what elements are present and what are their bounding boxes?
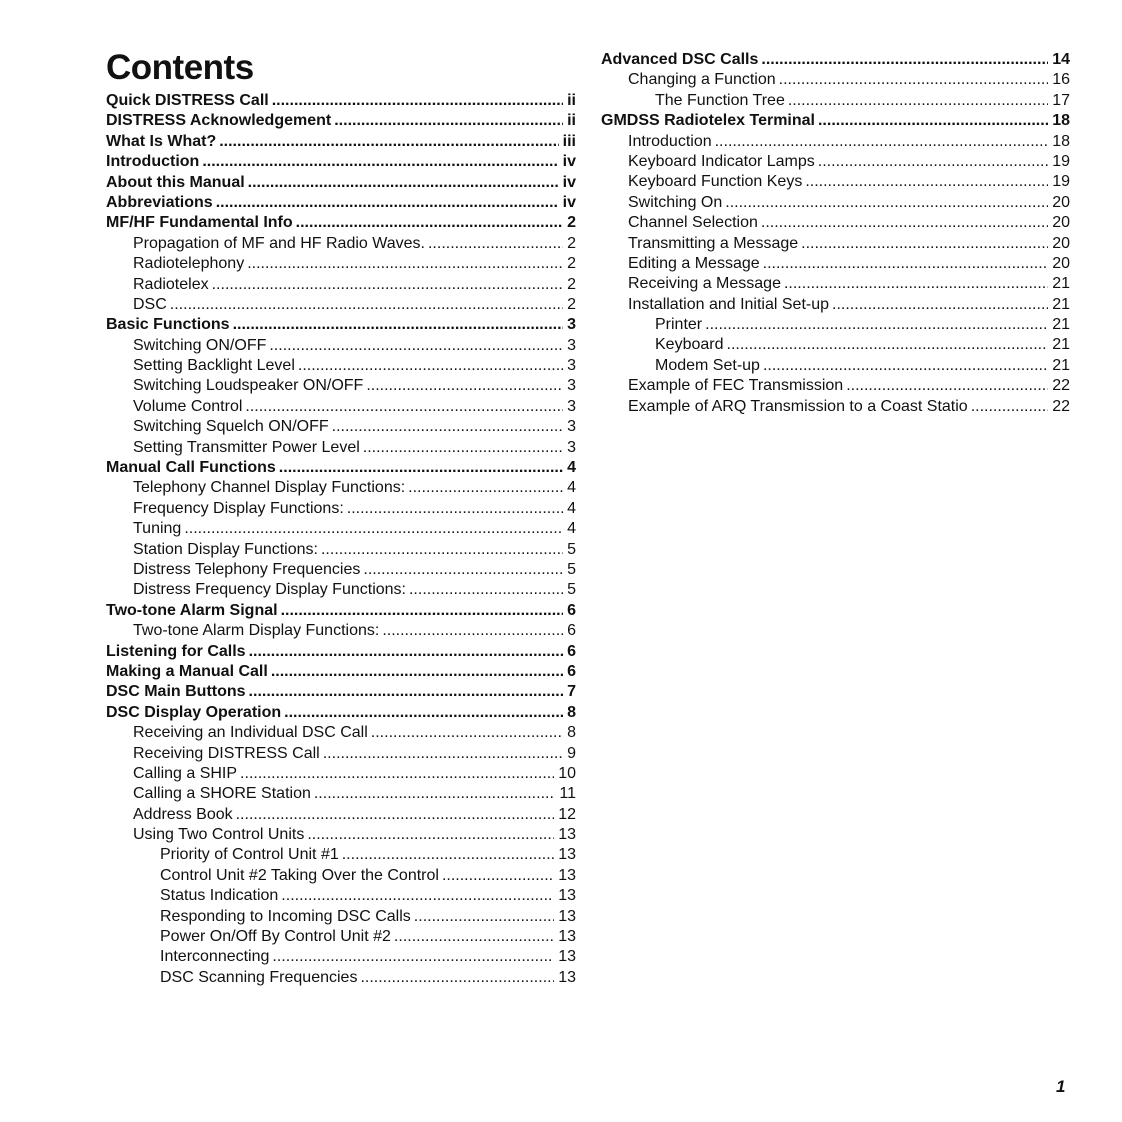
- toc-entry[interactable]: [601, 376, 1070, 396]
- toc-dot-leader: [805, 172, 1048, 192]
- toc-dot-leader: [779, 70, 1049, 90]
- toc-dot-leader: [761, 50, 1048, 70]
- toc-entry-label: Switching On: [628, 193, 723, 211]
- toc-entry-page: 3: [567, 336, 576, 354]
- toc-entry-page: 20: [1052, 214, 1070, 232]
- toc-dot-leader: [818, 152, 1048, 172]
- toc-entry-page: iv: [562, 153, 576, 171]
- toc-entry-label: Printer: [655, 316, 703, 334]
- toc-entry-page: 5: [567, 540, 576, 558]
- toc-entry-page: 20: [1052, 193, 1070, 211]
- toc-dot-leader: [705, 315, 1048, 335]
- toc-dot-leader: [233, 315, 564, 335]
- page-number: 1: [1056, 1077, 1066, 1096]
- toc-dot-leader: [245, 397, 563, 417]
- toc-entry[interactable]: [106, 825, 576, 845]
- toc-entry-page: 22: [1052, 397, 1070, 415]
- toc-entry[interactable]: [106, 356, 576, 376]
- toc-entry[interactable]: [106, 621, 576, 641]
- toc-entry[interactable]: [106, 703, 576, 723]
- toc-entry-label: Tuning: [133, 520, 182, 538]
- toc-entry[interactable]: [106, 744, 576, 764]
- toc-left-column: [106, 91, 576, 988]
- toc-entry-page: 9: [567, 744, 576, 762]
- toc-dot-leader: [442, 866, 554, 886]
- toc-entry[interactable]: [106, 397, 576, 417]
- toc-entry-label: Switching Loudspeaker ON/OFF: [133, 377, 364, 395]
- toc-entry-label: Advanced DSC Calls: [601, 51, 759, 68]
- toc-entry[interactable]: [106, 601, 576, 621]
- toc-entry-label: DSC Main Buttons: [106, 683, 246, 701]
- toc-entry-page: 18: [1052, 112, 1070, 130]
- toc-entry-label: GMDSS Radiotelex Terminal: [601, 112, 815, 130]
- toc-entry[interactable]: [601, 254, 1070, 274]
- toc-entry-label: Two-tone Alarm Display Functions:: [133, 622, 380, 640]
- toc-dot-leader: [394, 927, 554, 947]
- toc-entry-page: 13: [558, 846, 576, 864]
- toc-entry-page: 21: [1052, 336, 1070, 354]
- toc-dot-leader: [332, 417, 563, 437]
- toc-entry-page: 21: [1052, 356, 1070, 374]
- toc-entry[interactable]: [106, 173, 576, 193]
- toc-entry-label: Interconnecting: [160, 948, 270, 966]
- toc-entry[interactable]: [106, 540, 576, 560]
- toc-entry-page: 21: [1052, 316, 1070, 334]
- toc-dot-leader: [727, 335, 1049, 355]
- toc-entry-page: 21: [1052, 275, 1070, 293]
- toc-entry[interactable]: [601, 91, 1070, 111]
- toc-entry-label: Making a Manual Call: [106, 662, 268, 680]
- toc-entry-label: Channel Selection: [628, 214, 758, 232]
- toc-dot-leader: [298, 356, 563, 376]
- toc-dot-leader: [281, 601, 564, 621]
- toc-entry[interactable]: [106, 866, 576, 886]
- toc-entry[interactable]: [106, 560, 576, 580]
- toc-entry-label: Receiving a Message: [628, 275, 781, 293]
- toc-entry-label: DSC Display Operation: [106, 703, 282, 721]
- toc-entry-page: 5: [567, 581, 576, 599]
- toc-dot-leader: [321, 540, 563, 560]
- toc-entry-page: 6: [567, 642, 576, 660]
- toc-entry-page: 13: [558, 968, 576, 986]
- toc-dot-leader: [371, 723, 563, 743]
- toc-entry-label: Basic Functions: [106, 316, 230, 334]
- toc-entry-page: 10: [558, 764, 576, 782]
- toc-entry-page: 2: [567, 234, 576, 252]
- toc-entry[interactable]: [601, 213, 1070, 233]
- toc-entry-page: 7: [567, 683, 576, 701]
- toc-dot-leader: [202, 152, 558, 172]
- toc-entry-page: 3: [567, 438, 576, 456]
- toc-entry[interactable]: [106, 111, 576, 131]
- toc-entry-page: 2: [567, 275, 576, 293]
- toc-entry[interactable]: [106, 580, 576, 600]
- toc-entry[interactable]: [601, 234, 1070, 254]
- toc-entry-page: 13: [558, 907, 576, 925]
- toc-dot-leader: [314, 784, 556, 804]
- toc-dot-leader: [281, 886, 554, 906]
- toc-dot-leader: [269, 336, 563, 356]
- toc-entry-page: 13: [558, 826, 576, 844]
- toc-entry[interactable]: [601, 193, 1070, 213]
- toc-dot-leader: [788, 91, 1048, 111]
- toc-entry-label: Address Book: [133, 805, 233, 823]
- toc-entry-page: 12: [558, 805, 576, 823]
- toc-dot-leader: [725, 193, 1048, 213]
- toc-entry[interactable]: [106, 234, 576, 254]
- toc-entry-page: 21: [1052, 295, 1070, 313]
- toc-entry-page: 3: [567, 397, 576, 415]
- toc-entry-page: iv: [562, 173, 576, 191]
- toc-entry-label: Calling a SHORE Station: [133, 785, 311, 803]
- toc-entry-label: Keyboard Function Keys: [628, 173, 803, 191]
- toc-entry-label: Status Indication: [160, 887, 279, 905]
- toc-entry-label: Example of ARQ Transmission to a Coast Statio: [628, 397, 968, 415]
- toc-entry[interactable]: [601, 152, 1070, 172]
- toc-entry-page: 3: [567, 357, 576, 375]
- toc-entry-label: Switching Squelch ON/OFF: [133, 418, 329, 436]
- toc-entry-label: MF/HF Fundamental Info: [106, 214, 293, 232]
- toc-dot-leader: [279, 458, 563, 478]
- toc-dot-leader: [170, 295, 563, 315]
- toc-dot-leader: [382, 621, 563, 641]
- toc-entry-label: About this Manual: [106, 173, 245, 191]
- toc-entry-page: 8: [567, 724, 576, 742]
- page-title: Contents: [106, 48, 254, 87]
- toc-dot-leader: [347, 499, 563, 519]
- toc-entry-label: Volume Control: [133, 397, 243, 415]
- toc-entry[interactable]: [601, 356, 1070, 376]
- toc-entry[interactable]: [601, 172, 1070, 192]
- toc-entry[interactable]: [106, 927, 576, 947]
- toc-dot-leader: [363, 438, 563, 458]
- toc-dot-leader: [366, 376, 563, 396]
- toc-entry-page: 18: [1052, 132, 1070, 150]
- toc-entry[interactable]: [106, 152, 576, 172]
- toc-entry-label: Telephony Channel Display Functions:: [133, 479, 406, 497]
- toc-dot-leader: [184, 519, 563, 539]
- toc-entry-label: DISTRESS Acknowledgement: [106, 112, 332, 130]
- toc-entry-page: 3: [567, 377, 576, 395]
- toc-entry-page: 2: [567, 295, 576, 313]
- toc-dot-leader: [240, 764, 554, 784]
- toc-entry-page: 17: [1052, 91, 1070, 109]
- toc-entry-label: Transmitting a Message: [628, 234, 799, 252]
- toc-entry-page: 4: [567, 499, 576, 517]
- toc-dot-leader: [236, 805, 555, 825]
- toc-entry-page: 6: [567, 662, 576, 680]
- toc-entry[interactable]: [106, 886, 576, 906]
- toc-entry-label: What Is What?: [106, 132, 217, 150]
- toc-entry-label: Installation and Initial Set-up: [628, 295, 830, 313]
- toc-entry-label: Changing a Function: [628, 71, 776, 89]
- toc-entry-page: 3: [567, 316, 576, 334]
- toc-entry-page: iv: [562, 193, 576, 211]
- toc-entry-page: ii: [567, 92, 576, 109]
- toc-entry-page: 19: [1052, 173, 1070, 191]
- toc-entry[interactable]: [106, 723, 576, 743]
- toc-entry-label: Quick DISTRESS Call: [106, 92, 269, 109]
- toc-entry-page: 22: [1052, 377, 1070, 395]
- toc-dot-leader: [248, 173, 559, 193]
- toc-entry[interactable]: [106, 132, 576, 152]
- toc-entry-label: Two-tone Alarm Signal: [106, 601, 278, 619]
- toc-dot-leader: [761, 213, 1048, 233]
- toc-entry-label: Priority of Control Unit #1: [160, 846, 339, 864]
- toc-dot-leader: [818, 111, 1048, 131]
- toc-entry[interactable]: [106, 642, 576, 662]
- toc-entry-page: 13: [558, 928, 576, 946]
- toc-dot-leader: [971, 397, 1049, 417]
- toc-entry[interactable]: [106, 213, 576, 233]
- toc-dot-leader: [363, 560, 563, 580]
- toc-entry[interactable]: [106, 845, 576, 865]
- toc-entry-label: Example of FEC Transmission: [628, 377, 844, 395]
- toc-entry-page: 11: [559, 785, 576, 803]
- toc-entry-page: 13: [558, 948, 576, 966]
- toc-entry[interactable]: [106, 275, 576, 295]
- toc-dot-leader: [763, 254, 1049, 274]
- toc-right-column: [601, 50, 1070, 417]
- toc-entry[interactable]: [601, 295, 1070, 315]
- toc-entry[interactable]: [601, 111, 1070, 131]
- toc-entry-label: Radiotelex: [133, 275, 209, 293]
- toc-entry-label: Listening for Calls: [106, 642, 246, 660]
- toc-entry[interactable]: [106, 91, 576, 111]
- toc-entry-label: Distress Telephony Frequencies: [133, 560, 361, 578]
- toc-entry-label: Editing a Message: [628, 254, 760, 272]
- toc-dot-leader: [323, 744, 563, 764]
- toc-entry[interactable]: [106, 968, 576, 988]
- toc-entry[interactable]: [601, 274, 1070, 294]
- toc-entry[interactable]: [106, 315, 576, 335]
- toc-entry-label: DSC Scanning Frequencies: [160, 968, 358, 986]
- toc-dot-leader: [272, 947, 554, 967]
- toc-entry-label: Using Two Control Units: [133, 826, 305, 844]
- toc-entry-page: 20: [1052, 234, 1070, 252]
- toc-entry-page: 14: [1052, 51, 1070, 68]
- toc-dot-leader: [219, 132, 558, 152]
- toc-dot-leader: [715, 132, 1049, 152]
- toc-dot-leader: [409, 580, 563, 600]
- toc-entry-page: 6: [567, 622, 576, 640]
- toc-entry[interactable]: [601, 132, 1070, 152]
- toc-entry-label: Control Unit #2 Taking Over the Control: [160, 866, 439, 884]
- toc-entry-label: Introduction: [628, 132, 712, 150]
- toc-entry-label: DSC: [133, 295, 167, 313]
- toc-entry-label: Radiotelephony: [133, 255, 245, 273]
- toc-entry-label: Manual Call Functions: [106, 459, 276, 477]
- toc-entry-page: 2: [567, 255, 576, 273]
- toc-entry[interactable]: [106, 376, 576, 396]
- toc-entry-label: Keyboard Indicator Lamps: [628, 152, 815, 170]
- toc-dot-leader: [247, 254, 563, 274]
- toc-entry[interactable]: [106, 784, 576, 804]
- toc-entry[interactable]: [601, 50, 1070, 70]
- toc-entry-label: Setting Backlight Level: [133, 357, 295, 375]
- toc-entry[interactable]: [106, 438, 576, 458]
- toc-entry[interactable]: [106, 336, 576, 356]
- toc-entry-label: Introduction: [106, 153, 200, 171]
- toc-entry-page: 3: [567, 418, 576, 436]
- toc-entry-label: Setting Transmitter Power Level: [133, 438, 360, 456]
- toc-entry[interactable]: [601, 70, 1070, 90]
- toc-entry-page: 16: [1052, 71, 1070, 89]
- toc-dot-leader: [296, 213, 563, 233]
- toc-entry[interactable]: [106, 682, 576, 702]
- toc-entry-page: 20: [1052, 254, 1070, 272]
- toc-entry[interactable]: [106, 295, 576, 315]
- toc-entry[interactable]: [106, 499, 576, 519]
- toc-entry[interactable]: [106, 193, 576, 213]
- toc-entry[interactable]: [601, 335, 1070, 355]
- toc-entry-label: Propagation of MF and HF Radio Waves.: [133, 234, 425, 252]
- toc-entry-page: 8: [567, 703, 576, 721]
- toc-entry-page: 2: [567, 214, 576, 232]
- toc-dot-leader: [212, 275, 563, 295]
- toc-entry-label: Station Display Functions:: [133, 540, 318, 558]
- toc-dot-leader: [784, 274, 1048, 294]
- toc-dot-leader: [284, 703, 563, 723]
- toc-dot-leader: [428, 234, 563, 254]
- toc-entry-label: Responding to Incoming DSC Calls: [160, 907, 411, 925]
- toc-entry[interactable]: [106, 478, 576, 498]
- toc-dot-leader: [216, 193, 559, 213]
- toc-entry-label: Power On/Off By Control Unit #2: [160, 928, 391, 946]
- toc-dot-leader: [832, 295, 1048, 315]
- toc-entry-page: 4: [567, 479, 576, 497]
- toc-dot-leader: [334, 111, 563, 131]
- toc-entry[interactable]: [106, 417, 576, 437]
- toc-dot-leader: [249, 642, 564, 662]
- toc-dot-leader: [408, 478, 563, 498]
- toc-dot-leader: [763, 356, 1048, 376]
- toc-entry[interactable]: [106, 805, 576, 825]
- toc-entry-label: Receiving an Individual DSC Call: [133, 724, 368, 742]
- toc-dot-leader: [342, 845, 554, 865]
- toc-entry-page: 13: [558, 887, 576, 905]
- toc-dot-leader: [272, 91, 563, 111]
- toc-dot-leader: [271, 662, 563, 682]
- toc-entry-label: Frequency Display Functions:: [133, 499, 344, 517]
- toc-dot-leader: [414, 907, 554, 927]
- toc-entry-label: The Function Tree: [655, 91, 785, 109]
- toc-dot-leader: [801, 234, 1048, 254]
- toc-entry[interactable]: [106, 907, 576, 927]
- toc-entry-page: 4: [567, 459, 576, 477]
- toc-entry[interactable]: [601, 397, 1070, 417]
- toc-entry-label: Calling a SHIP: [133, 764, 238, 782]
- toc-entry-label: Modem Set-up: [655, 356, 760, 374]
- toc-dot-leader: [360, 968, 554, 988]
- toc-entry-page: 19: [1052, 152, 1070, 170]
- toc-dot-leader: [307, 825, 554, 845]
- toc-entry[interactable]: [106, 519, 576, 539]
- toc-entry-page: 6: [567, 601, 576, 619]
- toc-dot-leader: [249, 682, 564, 702]
- toc-entry[interactable]: [106, 254, 576, 274]
- toc-entry-page: 4: [567, 520, 576, 538]
- toc-entry[interactable]: [601, 315, 1070, 335]
- toc-dot-leader: [846, 376, 1048, 396]
- toc-entry-page: 13: [558, 866, 576, 884]
- toc-entry-label: Distress Frequency Display Functions:: [133, 581, 406, 599]
- toc-entry-page: ii: [567, 112, 576, 130]
- toc-entry[interactable]: [106, 764, 576, 784]
- toc-entry[interactable]: [106, 458, 576, 478]
- toc-entry-label: Abbreviations: [106, 193, 213, 211]
- toc-entry[interactable]: [106, 662, 576, 682]
- toc-entry-page: iii: [562, 132, 576, 150]
- toc-entry-label: Switching ON/OFF: [133, 336, 267, 354]
- toc-entry-label: Keyboard: [655, 336, 724, 354]
- toc-entry-page: 5: [567, 560, 576, 578]
- toc-entry-label: Receiving DISTRESS Call: [133, 744, 320, 762]
- toc-entry[interactable]: [106, 947, 576, 967]
